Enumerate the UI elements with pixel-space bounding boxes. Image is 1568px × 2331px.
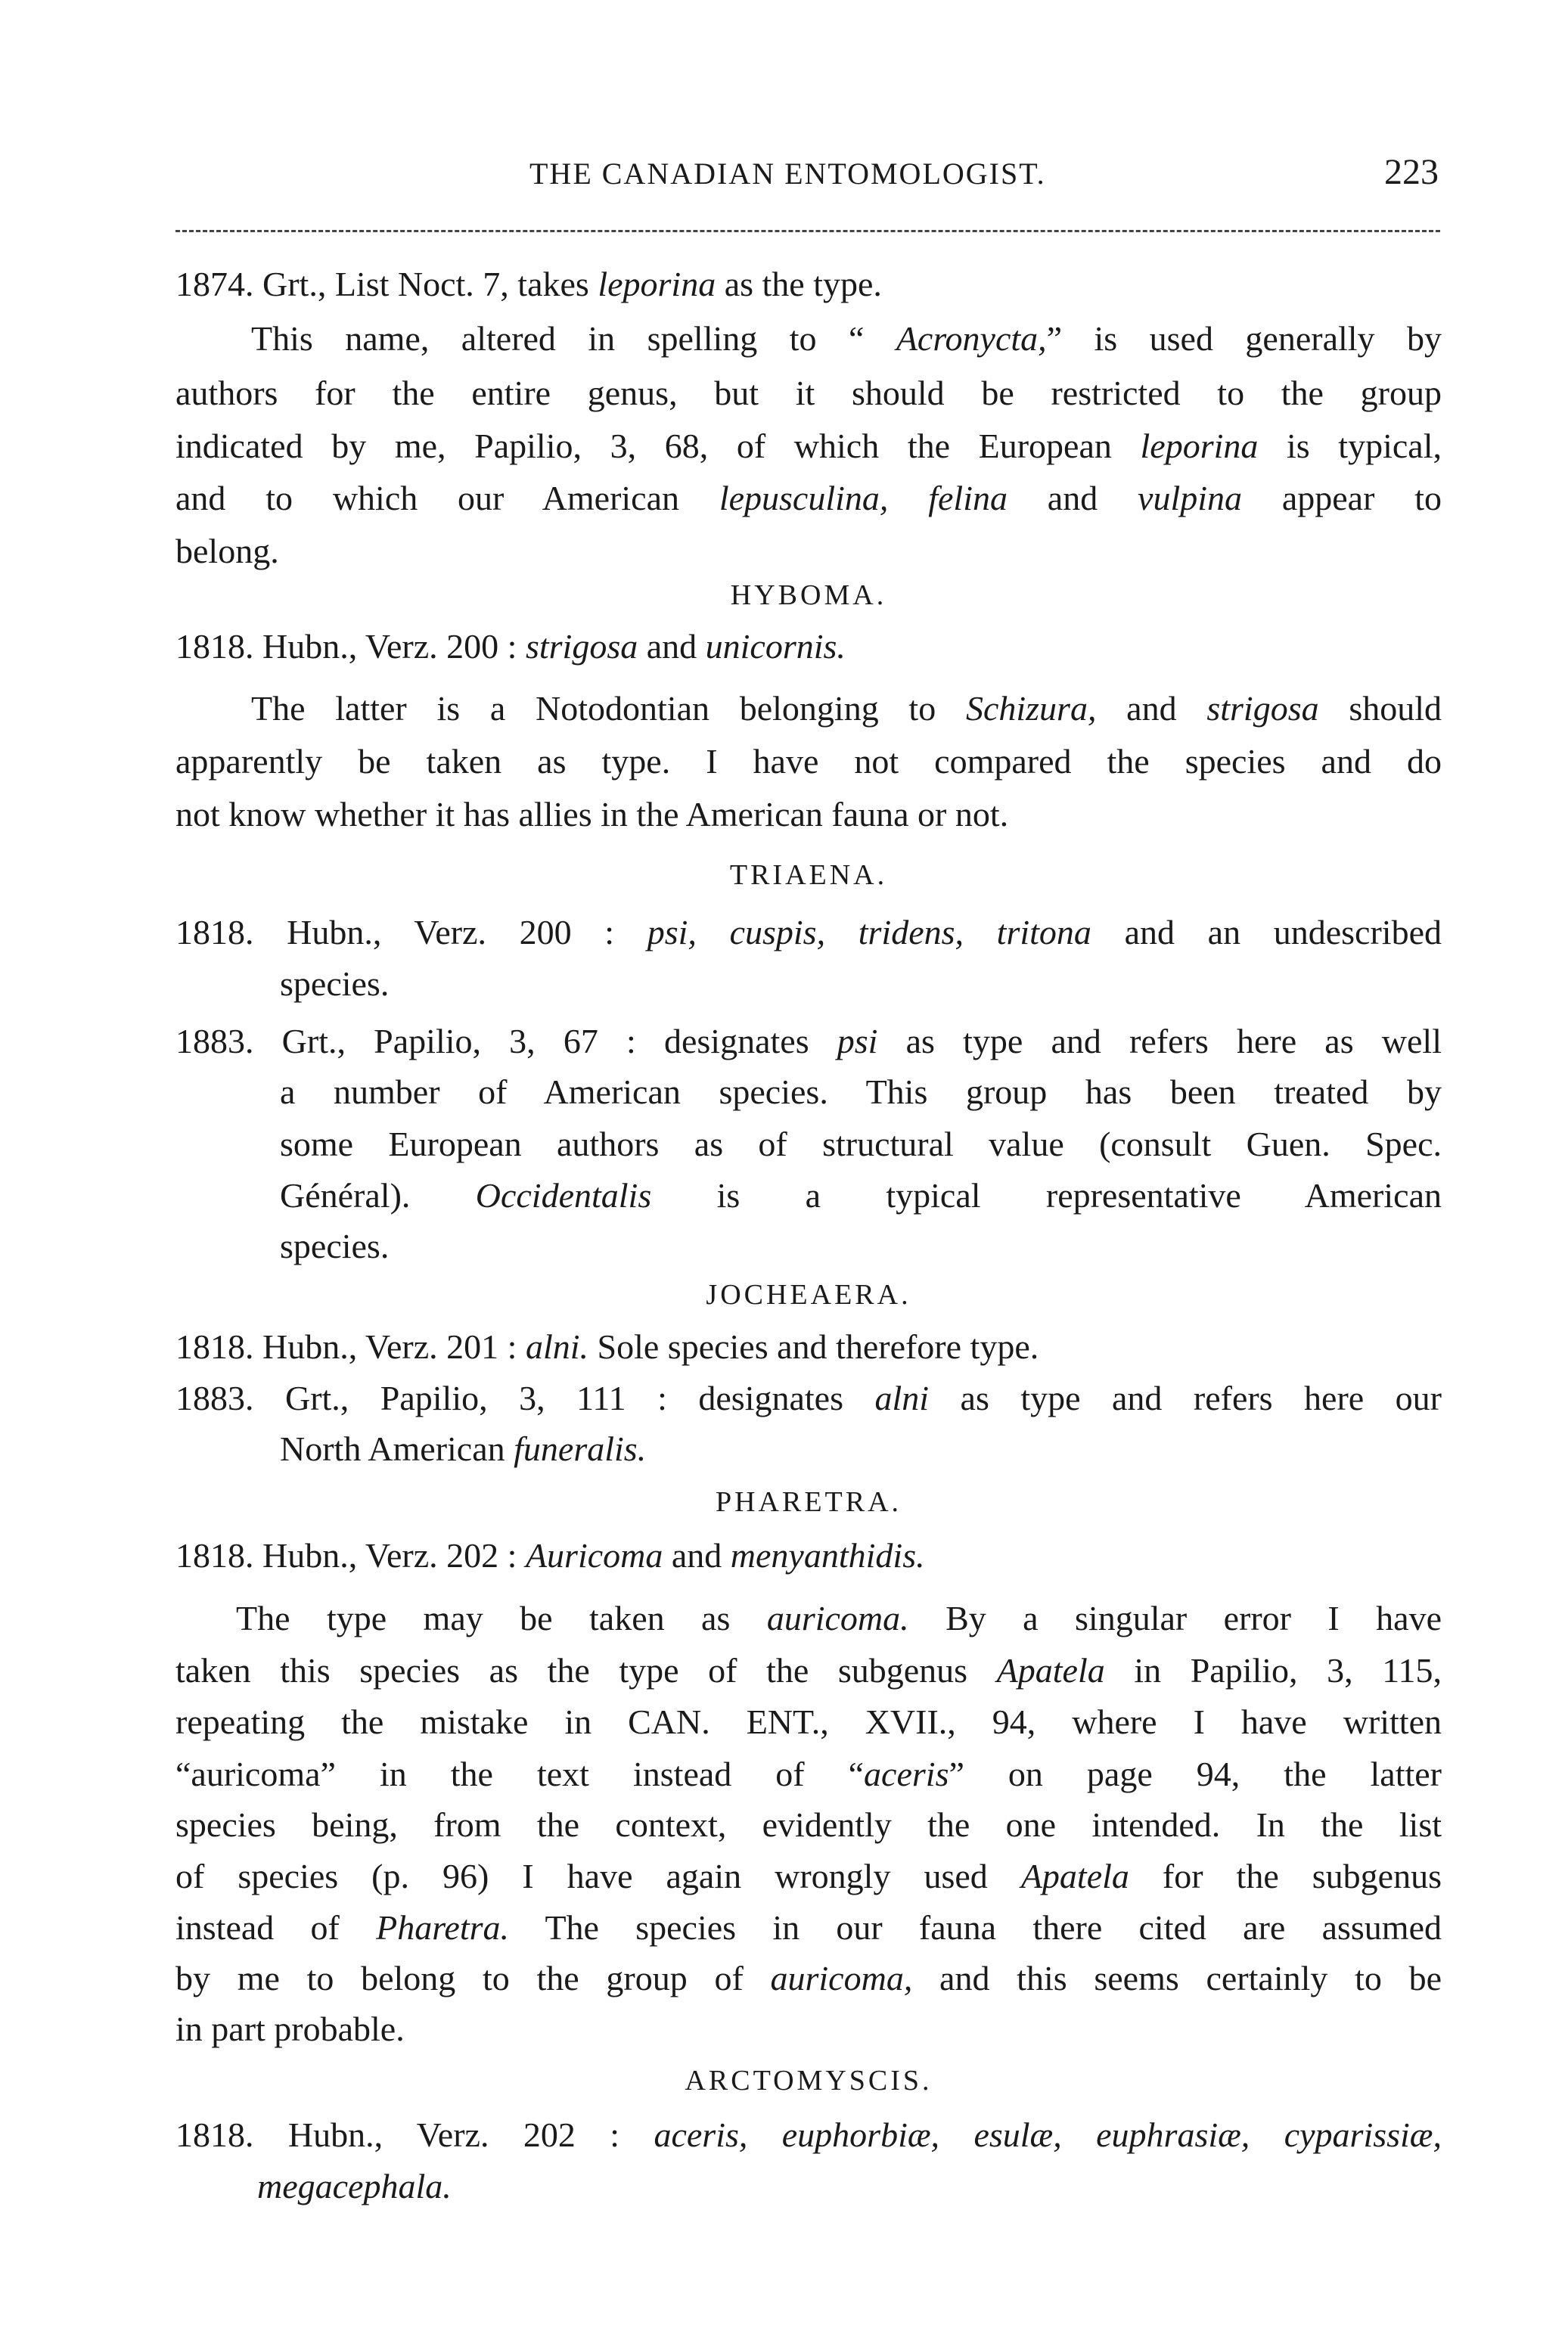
- text-run: The type may be taken as: [236, 1599, 767, 1637]
- text-line: [280, 1229, 389, 1264]
- text-run: ” is used generally by: [1046, 319, 1442, 358]
- text-run: The latter is a Notodontian belonging to: [251, 689, 966, 728]
- running-header: THE CANADIAN ENTOMOLOGIST.: [529, 157, 1046, 191]
- italic-term: psi: [837, 1022, 878, 1060]
- text-line: [175, 744, 1442, 779]
- text-run: This name, altered in spelling to “: [251, 319, 896, 358]
- italic-term: leporina: [1140, 427, 1259, 465]
- italic-term: Schizura,: [965, 689, 1097, 728]
- text-line: [175, 1653, 1442, 1688]
- text-line: [175, 797, 1008, 832]
- text-run: HYBOMA.: [730, 579, 887, 611]
- text-line: [175, 1327, 1039, 1366]
- text-run: 1874. Grt., List Noct. 7, takes: [175, 265, 598, 303]
- text-run: Sole species and therefore type.: [588, 1327, 1039, 1366]
- text-run: by me to belong to the group of: [175, 1959, 771, 1997]
- text-run: 1818. Hubn., Verz. 202 :: [175, 2115, 654, 2154]
- text-run: North American: [280, 1429, 514, 1468]
- text-line: [280, 1072, 1442, 1111]
- text-run: belong.: [175, 532, 279, 570]
- text-run: authors for the entire genus, but it should be restricted to the group: [175, 374, 1442, 412]
- text-run: repeating the mistake in CAN. ENT., XVII., 94, where I have written: [175, 1702, 1442, 1741]
- text-run: in Papilio, 3, 115,: [1104, 1651, 1442, 1690]
- text-line: [280, 1429, 647, 1468]
- text-run: The species in our fauna there cited are assumed: [509, 1908, 1442, 1947]
- italic-term: Apatela: [996, 1651, 1105, 1690]
- text-line: [257, 2169, 452, 2204]
- italic-term: Auricoma: [525, 1536, 663, 1575]
- page-number: 223: [1384, 152, 1439, 192]
- text-run: 1883. Grt., Papilio, 3, 67 : designates: [175, 1022, 837, 1060]
- text-line: [175, 1538, 925, 1573]
- text-line: [175, 1024, 1442, 1059]
- text-line: [175, 1910, 1442, 1945]
- italic-term: auricoma.: [766, 1599, 909, 1637]
- text-run: JOCHEAERA.: [706, 1279, 911, 1311]
- text-line: [175, 1757, 1442, 1792]
- text-run: is typical,: [1258, 427, 1442, 465]
- text-run: 1818. Hubn., Verz. 201 :: [175, 1327, 526, 1366]
- italic-term: Pharetra.: [376, 1908, 510, 1947]
- text-line: [236, 1601, 1442, 1636]
- text-run: and: [1096, 689, 1207, 728]
- section-heading: [175, 858, 1442, 892]
- text-run: ” on page 94, the latter: [949, 1755, 1442, 1793]
- text-run: and this seems certainly to be: [912, 1959, 1442, 1997]
- text-run: apparently be taken as type. I have not compared the species and do: [175, 742, 1442, 781]
- text-run: “auricoma” in the text instead of “: [175, 1755, 865, 1793]
- text-run: should: [1318, 689, 1442, 728]
- text-line: [175, 429, 1442, 464]
- italic-term: psi, cuspis, tridens, tritona: [647, 913, 1091, 951]
- text-run: and: [1007, 479, 1138, 517]
- text-run: taken this species as the type of the subgenus: [175, 1651, 997, 1690]
- text-run: instead of: [175, 1908, 377, 1947]
- text-run: is a typical representative American: [651, 1176, 1442, 1215]
- section-heading: [175, 1278, 1442, 1311]
- text-line: [251, 691, 1442, 726]
- section-heading: [175, 1485, 1442, 1519]
- text-line: [175, 1961, 1442, 1996]
- section-heading: [175, 579, 1442, 612]
- italic-term: auricoma,: [770, 1959, 913, 1997]
- text-line: [251, 321, 1442, 356]
- text-run: in part probable.: [175, 2010, 405, 2048]
- italic-term: aceris, euphorbiæ, esulæ, euphrasiæ, cyparissiæ,: [654, 2115, 1442, 2154]
- italic-term: strigosa: [525, 627, 638, 666]
- text-run: and: [663, 1536, 731, 1575]
- text-run: as type and refers here as well: [877, 1022, 1442, 1060]
- text-run: By a singular error I have: [908, 1599, 1442, 1637]
- text-line: [175, 534, 279, 569]
- text-run: Général).: [280, 1176, 476, 1215]
- header-rule: [175, 230, 1440, 232]
- italic-term: Acronycta,: [896, 319, 1047, 358]
- text-line: [175, 1381, 1442, 1416]
- text-run: 1883. Grt., Papilio, 3, 111 : designates: [175, 1379, 875, 1417]
- text-run: and to which our American: [175, 479, 719, 517]
- text-line: [280, 1178, 1442, 1213]
- text-run: for the subgenus: [1129, 1857, 1442, 1895]
- italic-term: Occidentalis: [475, 1176, 652, 1215]
- italic-term: menyanthidis.: [730, 1536, 925, 1575]
- text-line: [175, 915, 1442, 950]
- italic-term: unicornis.: [705, 627, 846, 666]
- italic-term: aceris: [864, 1755, 949, 1793]
- text-run: not know whether it has allies in the American fauna or not.: [175, 795, 1009, 833]
- text-line: [175, 2012, 405, 2047]
- italic-term: alni: [874, 1379, 930, 1417]
- italic-term: strigosa: [1206, 689, 1319, 728]
- italic-term: vulpina: [1138, 479, 1243, 517]
- text-line: [175, 267, 882, 302]
- text-run: species being, from the context, evidently the one intended. In the list: [175, 1805, 1442, 1844]
- italic-term: lepusculina, felina: [719, 479, 1008, 517]
- text-line: [175, 1805, 1442, 1844]
- text-line: [175, 1702, 1442, 1741]
- text-run: ARCTOMYSCIS.: [685, 2065, 933, 2097]
- text-run: some European authors as of structural value (consult Guen. Spec.: [280, 1125, 1442, 1163]
- text-run: species.: [280, 964, 390, 1003]
- text-run: 1818. Hubn., Verz. 202 :: [175, 1536, 526, 1575]
- text-run: as type and refers here our: [929, 1379, 1442, 1417]
- italic-term: leporina: [598, 265, 716, 303]
- text-line: [175, 2115, 1442, 2154]
- text-line: [280, 1127, 1442, 1162]
- text-run: and: [638, 627, 706, 666]
- text-line: [175, 376, 1442, 411]
- text-run: and an undescribed: [1091, 913, 1442, 951]
- text-line: [280, 964, 390, 1003]
- italic-term: alni.: [525, 1327, 589, 1366]
- italic-term: Apatela: [1020, 1857, 1129, 1895]
- text-run: 1818. Hubn., Verz. 200 :: [175, 913, 647, 951]
- text-run: PHARETRA.: [715, 1486, 902, 1518]
- italic-term: funeralis.: [514, 1429, 647, 1468]
- text-run: as the type.: [716, 265, 882, 303]
- text-line: [175, 629, 846, 664]
- text-run: TRIAENA.: [729, 859, 888, 891]
- text-run: appear to: [1242, 479, 1442, 517]
- text-run: 1818. Hubn., Verz. 200 :: [175, 627, 526, 666]
- text-line: [175, 481, 1442, 516]
- text-run: indicated by me, Papilio, 3, 68, of which the European: [175, 427, 1141, 465]
- section-heading: [175, 2064, 1442, 2097]
- text-line: [175, 1859, 1442, 1894]
- text-run: of species (p. 96) I have again wrongly used: [175, 1857, 1021, 1895]
- text-run: a number of American species. This group has been treated by: [280, 1072, 1442, 1111]
- text-run: species.: [280, 1227, 390, 1265]
- italic-term: megacephala.: [257, 2167, 452, 2205]
